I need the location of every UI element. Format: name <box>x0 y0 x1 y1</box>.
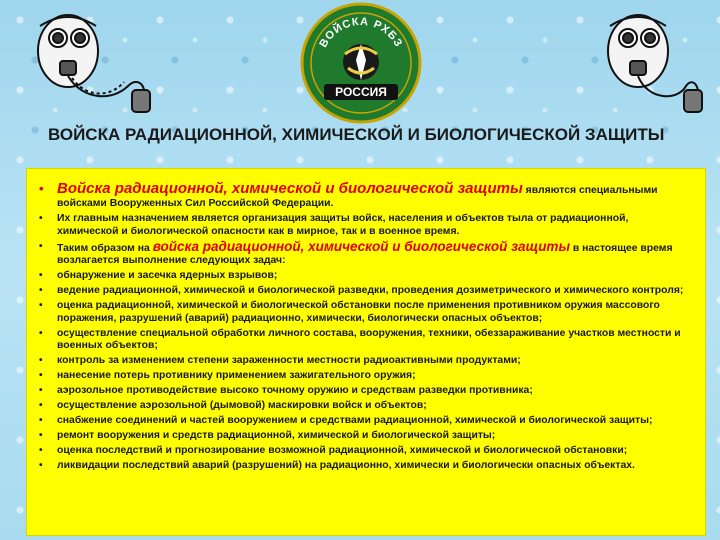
task-text: оценка последствий и прогнозирование возможной радиационной, химической и биологической обстановки; <box>57 445 628 457</box>
bullet-icon: • <box>39 370 43 382</box>
list-item <box>35 445 689 458</box>
intro-highlight: Войска радиационной, химической и биологической защиты <box>57 180 523 197</box>
task-text: оценка радиационной, химической и биологической обстановки после применения противником оружия массового поражения, разрушений (аварий) радиационно, химически, биологически опасных объектов; <box>57 300 660 324</box>
content-panel <box>26 168 706 536</box>
list-item <box>35 385 689 398</box>
task-list <box>35 180 689 473</box>
task-text: нанесение потерь противнику применением зажигательного оружия; <box>57 370 416 382</box>
bullet-icon: • <box>39 415 43 427</box>
bullet-icon: • <box>39 445 43 457</box>
list-item <box>35 415 689 428</box>
task-text: осуществление аэрозольной (дымовой) маскировки войск и объектов; <box>57 400 427 412</box>
list-item-intro <box>35 180 689 210</box>
list-item <box>35 430 689 443</box>
bullet-icon: • <box>39 300 43 312</box>
bullet-icon: • <box>39 385 43 397</box>
bullet-icon: • <box>39 213 43 225</box>
gas-mask-icon <box>578 6 708 116</box>
bullet-icon: • <box>39 285 43 297</box>
list-item <box>35 460 689 473</box>
list-item <box>35 270 689 283</box>
bullet-icon: • <box>39 460 43 472</box>
purpose-text: Их главным назначением является организация защиты войск, населения и объектов тыла от радиационной, химической и биологической опасности как в мирное, так и в военное время. <box>57 213 629 237</box>
tasks-intro-after: в настоящее время возлагается выполнение следующих задач: <box>57 242 673 267</box>
task-text: аэрозольное противодействие высоко точному оружию и средствам разведки противника; <box>57 385 533 397</box>
task-text: ликвидации последствий аварий (разрушений) на радиационно, химически и биологически опасных объектах. <box>57 460 635 472</box>
task-text: ремонт вооружения и средств радиационной, химической и биологической защиты; <box>57 430 496 442</box>
gas-mask-icon <box>28 6 158 116</box>
emblem-top-text: ВОЙСКА РХБЗ <box>317 15 405 50</box>
intro-text: являются специальными войсками Вооруженных Сил Российской Федерации. <box>57 185 658 209</box>
emblem-bottom-text: РОССИЯ <box>335 85 387 99</box>
bullet-icon: • <box>39 270 43 282</box>
task-text: контроль за изменением степени зараженности местности радиоактивными продуктами; <box>57 355 521 367</box>
task-text: снабжение соединений и частей вооружением и средствами радиационной, химической и биологической защиты; <box>57 415 653 427</box>
task-text: осуществление специальной обработки личного состава, вооружения, техники, обеззараживание участков местности и военных объектов; <box>57 327 681 352</box>
rkhbz-emblem-logo <box>300 2 422 124</box>
bullet-icon: • <box>39 240 43 252</box>
list-item-purpose <box>35 213 689 238</box>
tasks-intro-highlight: войска радиационной, химической и биологической защиты <box>152 238 570 254</box>
list-item-tasks-intro <box>35 238 689 268</box>
bullet-icon: • <box>39 355 43 367</box>
bullet-icon: • <box>39 400 43 412</box>
bullet-icon: • <box>39 181 44 196</box>
list-item <box>35 355 689 368</box>
list-item <box>35 300 689 325</box>
page-title: ВОЙСКА РАДИАЦИОННОЙ, ХИМИЧЕСКОЙ И БИОЛОГИЧЕСКОЙ ЗАЩИТЫ <box>48 125 665 144</box>
list-item <box>35 328 689 353</box>
list-item <box>35 285 689 298</box>
task-text: обнаружение и засечка ядерных взрывов; <box>57 270 278 282</box>
list-item <box>35 370 689 383</box>
tasks-intro-before: Таким образом на <box>57 242 153 254</box>
list-item <box>35 400 689 413</box>
task-text: ведение радиационной, химической и биологической разведки, проведения дозиметрического и химического контроля; <box>57 285 684 297</box>
bullet-icon: • <box>39 327 43 339</box>
bullet-icon: • <box>39 430 43 442</box>
